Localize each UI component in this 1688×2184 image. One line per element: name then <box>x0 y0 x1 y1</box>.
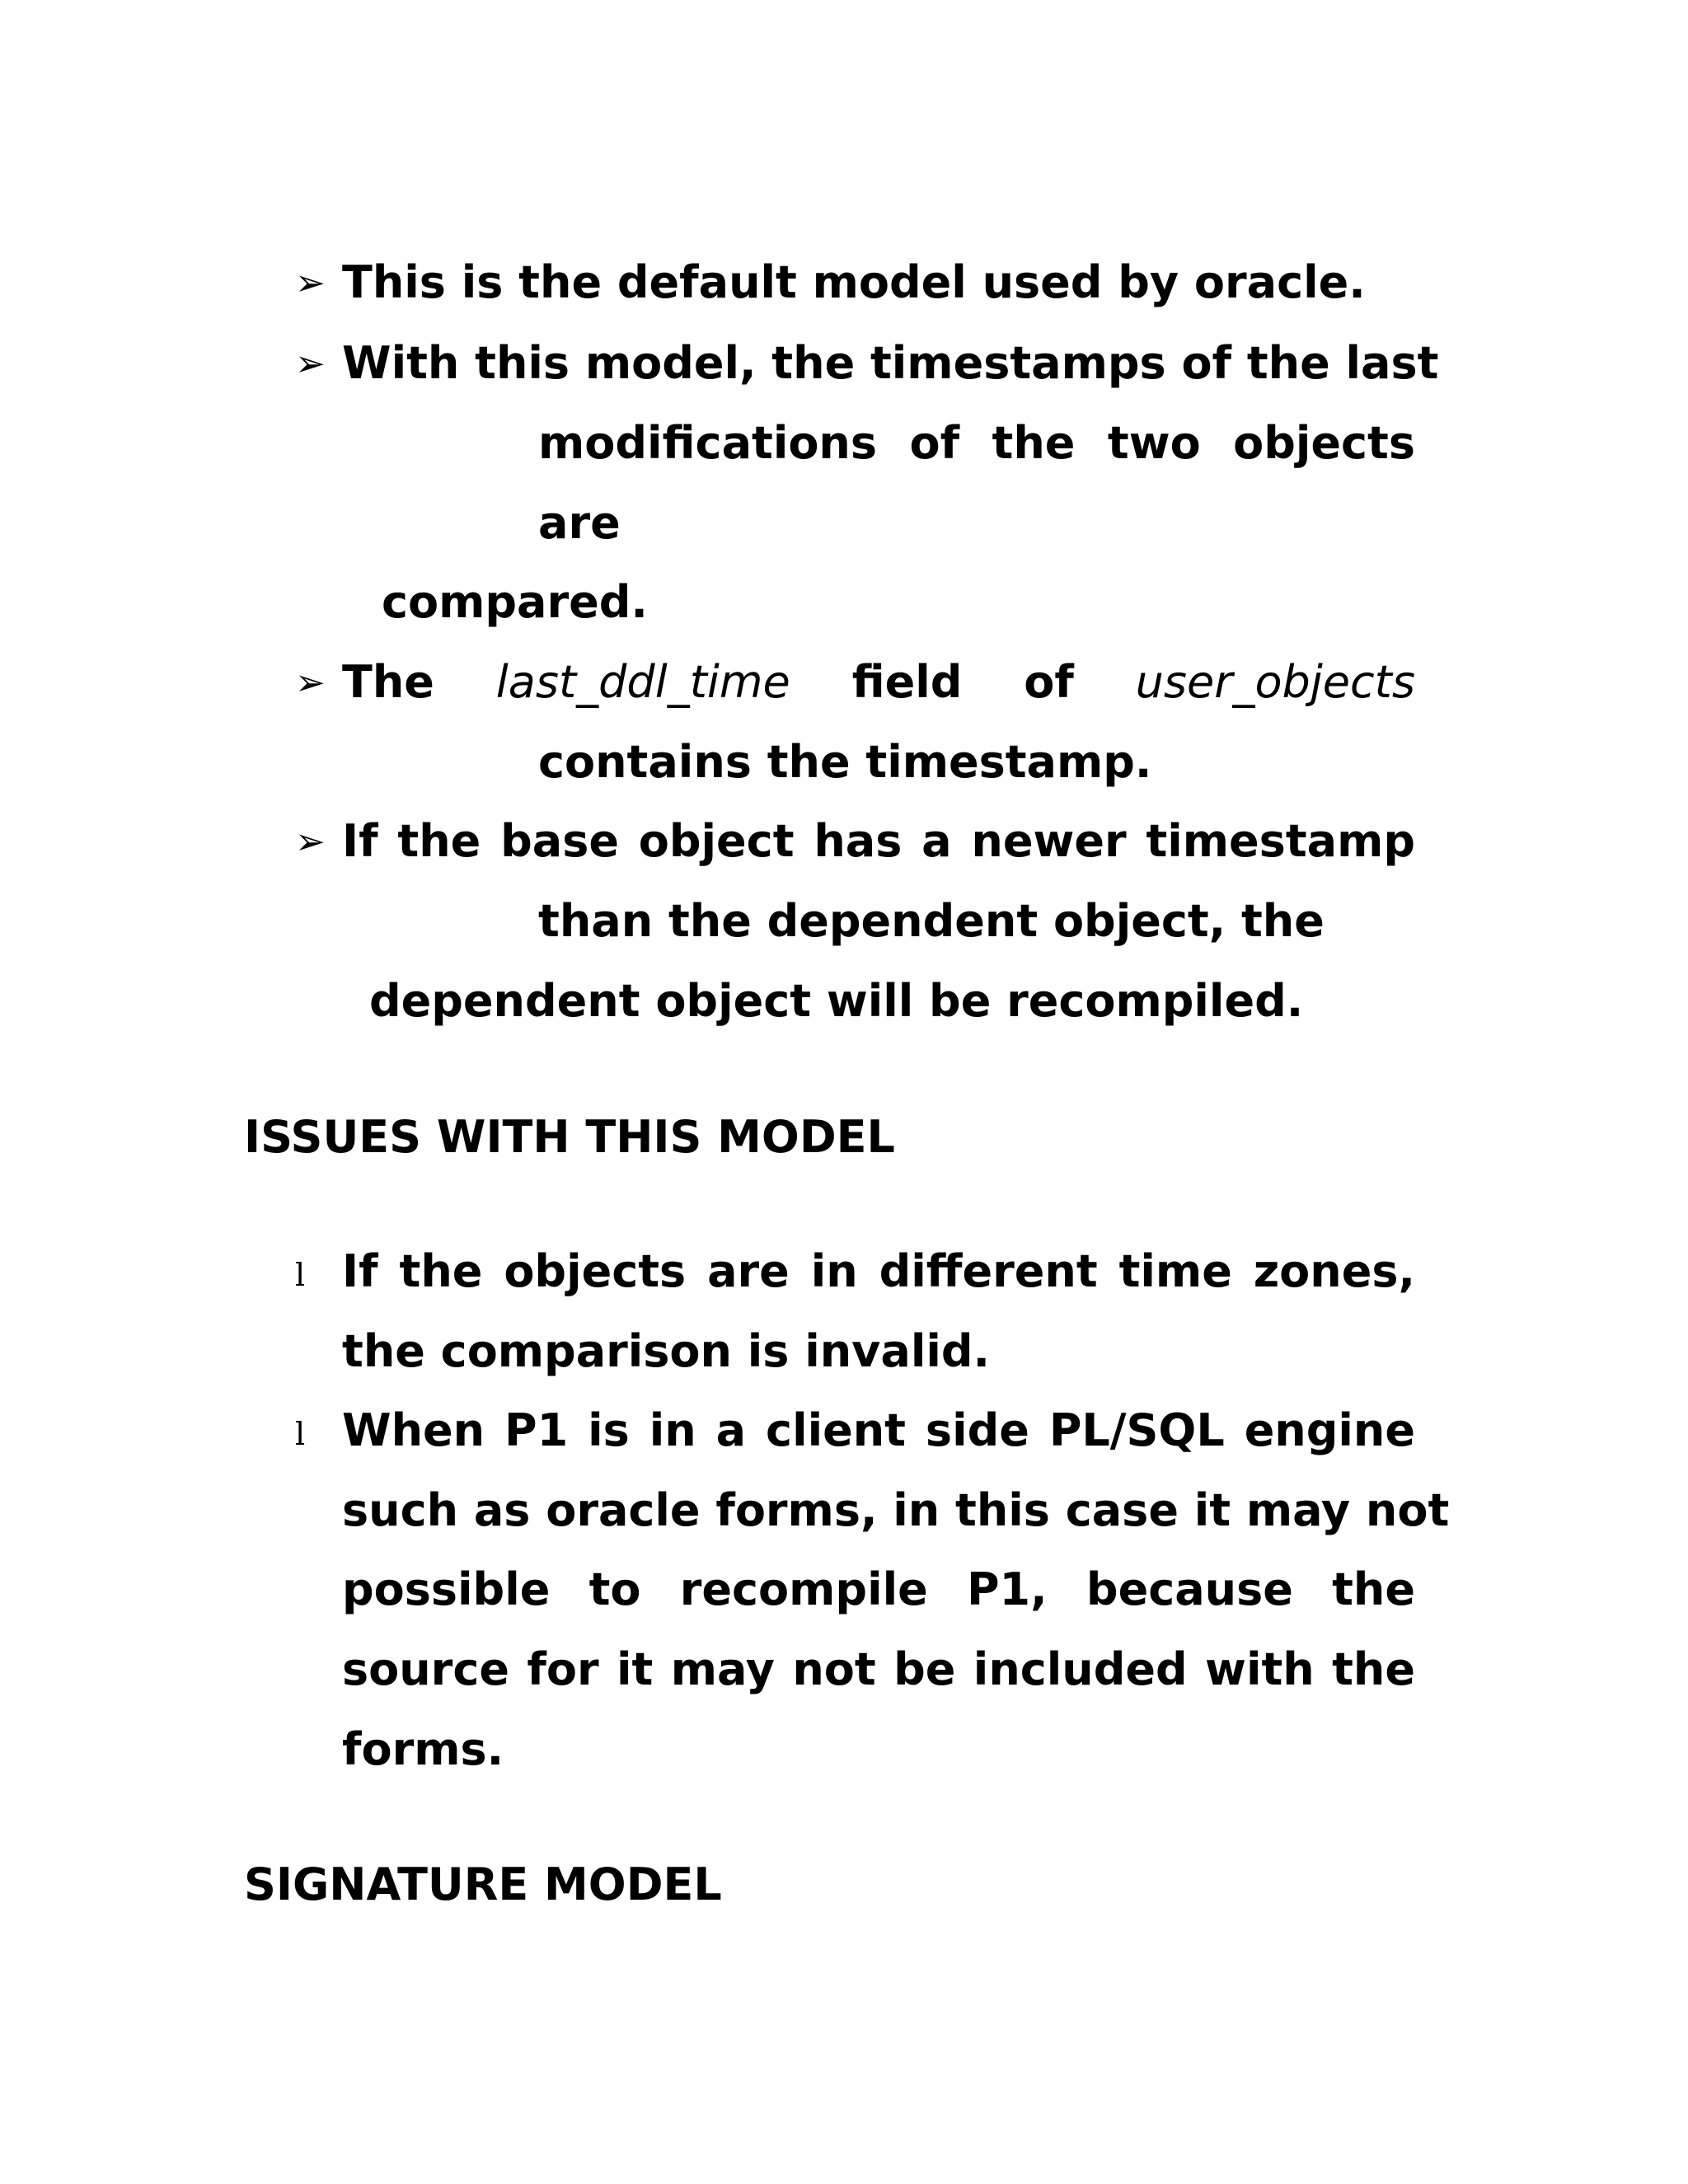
list-marker: l <box>295 1257 306 1293</box>
bullet-3-word-of: of <box>1024 656 1074 708</box>
bullet-2-line-1: With this model, the timestamps of the last <box>342 337 1439 389</box>
issue-1-line-1: If the objects are in different time zones, <box>342 1245 1415 1297</box>
bullet-4-line-1: If the base object has a newer timestamp <box>342 815 1415 867</box>
table-name-user-objects: user_objects <box>1135 656 1415 708</box>
issue-2-line-2: such as oracle forms, in this case it may not <box>342 1484 1450 1536</box>
issue-2-line-5: forms. <box>342 1723 504 1775</box>
issue-2-line-1: When P1 is in a client side PL/SQL engine <box>342 1404 1415 1456</box>
bullet-3-line-1 <box>342 656 1415 708</box>
bullet-2-line-2: modifications of the two objects <box>538 417 1415 469</box>
issue-2-line-4: source for it may not be included with the <box>342 1643 1415 1695</box>
section-heading-issues: ISSUES WITH THIS MODEL <box>244 1111 895 1163</box>
bullet-2-line-4: compared. <box>382 576 648 628</box>
list-marker: l <box>295 1416 306 1452</box>
bullet-1-line-1: This is the default model used by oracle. <box>342 256 1366 308</box>
bullet-3-line-2: contains the timestamp. <box>538 736 1152 788</box>
section-heading-signature-model: SIGNATURE MODEL <box>244 1858 722 1910</box>
bullet-2-line-3: are <box>538 497 621 549</box>
field-name-last-ddl-time: last_ddl_time <box>495 656 790 708</box>
issue-2-line-3: possible to recompile P1, because the <box>342 1563 1415 1615</box>
issue-1-line-2: the comparison is invalid. <box>342 1325 991 1377</box>
bullet-3-word-field: field <box>851 656 963 708</box>
arrow-bullet-icon: ➢ <box>295 343 326 385</box>
arrow-bullet-icon: ➢ <box>295 821 326 863</box>
bullet-4-line-2: than the dependent object, the <box>538 895 1325 947</box>
bullet-3-word-the: The <box>342 656 434 708</box>
bullet-4-line-3: dependent object will be recompiled. <box>369 975 1304 1027</box>
arrow-bullet-icon: ➢ <box>295 262 326 304</box>
arrow-bullet-icon: ➢ <box>295 662 326 704</box>
